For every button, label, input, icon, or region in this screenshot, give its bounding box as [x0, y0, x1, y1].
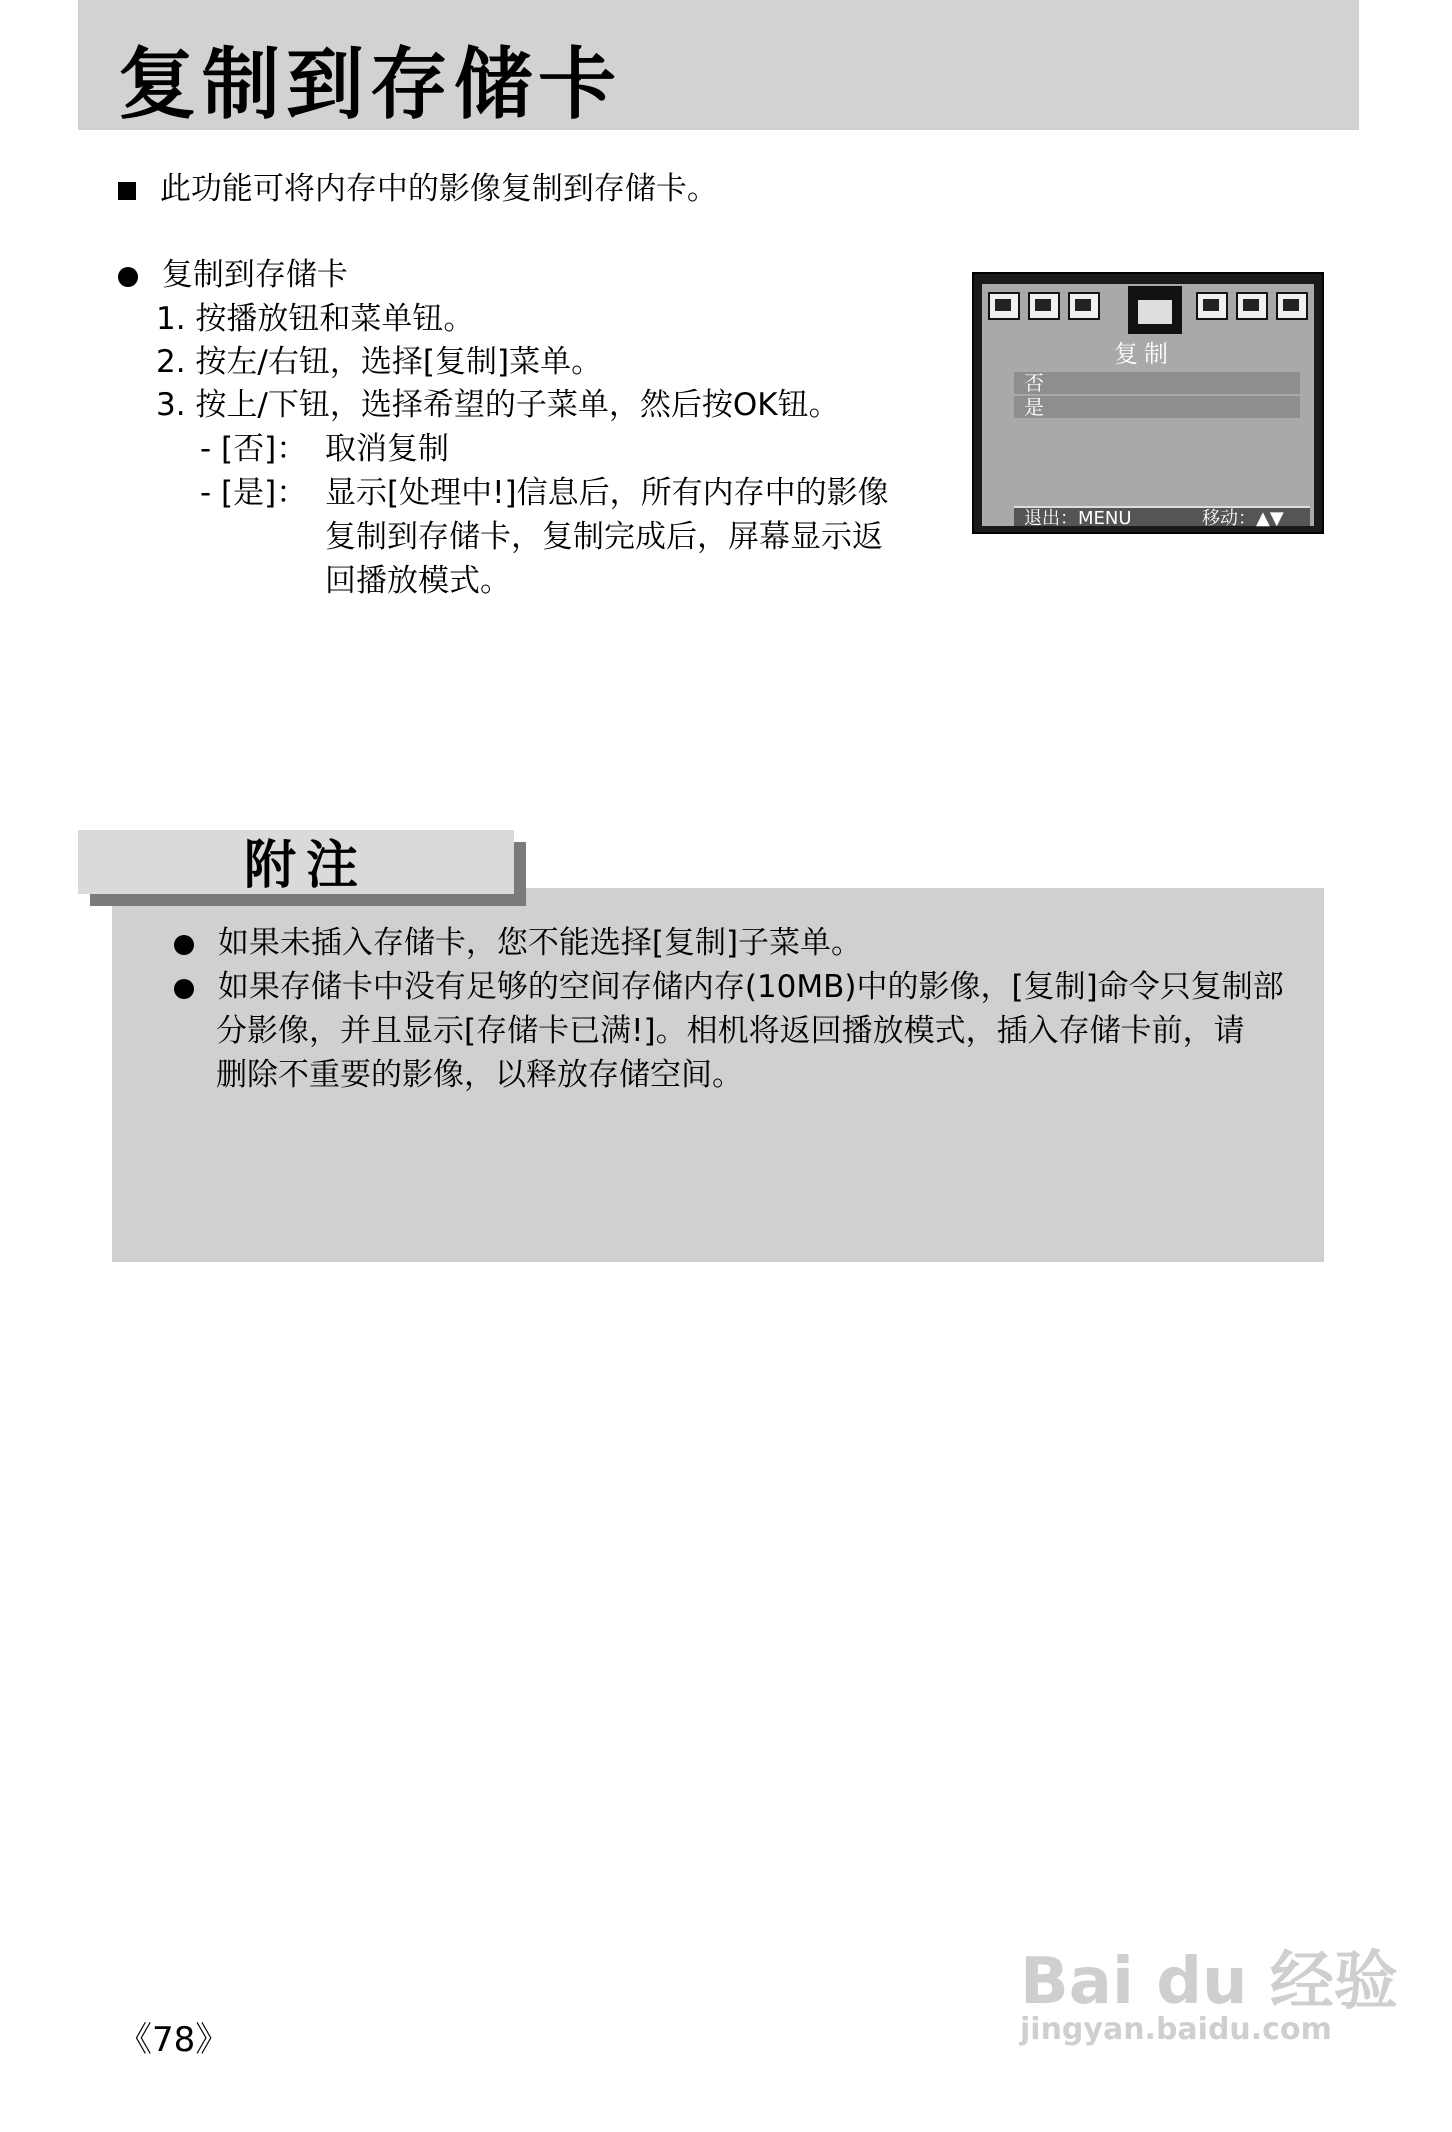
- lcd-move-label: 移动：▲▼: [1202, 508, 1284, 529]
- intro-line: [118, 168, 718, 210]
- circle-bullet-icon: [174, 979, 194, 999]
- note-text: 分影像，并且显示[存储卡已满!]。相机将返回播放模式，插入存储卡前，请: [216, 1013, 1245, 1049]
- menu-tab-icon: [1236, 292, 1268, 320]
- note-title: 附注: [244, 836, 369, 896]
- page-number: 《78》: [118, 2020, 230, 2060]
- watermark: [1010, 1900, 1410, 2060]
- lcd-option-yes: 是: [1014, 396, 1300, 418]
- lcd-menu-title: 复制: [1114, 340, 1174, 368]
- menu-tab-icon: [1028, 292, 1060, 320]
- sub-item-label: - [否]：: [200, 431, 308, 467]
- page-title: 复制到存储卡: [118, 40, 623, 130]
- sub-item-text-line: 显示[处理中!]信息后，所有内存中的影像: [325, 475, 889, 511]
- copy-tab-icon: [1128, 286, 1182, 334]
- sub-item-label: - [是]：: [200, 475, 308, 511]
- lcd-exit-label: 退出：MENU: [1024, 508, 1132, 529]
- square-bullet-icon: [118, 182, 136, 200]
- note-bullet-line: [174, 966, 1284, 1008]
- lcd-menu-panel: [982, 284, 1314, 529]
- menu-tab-icon: [1276, 292, 1308, 320]
- menu-tab-icon: [1068, 292, 1100, 320]
- sub-item-text-line: 复制到存储卡，复制完成后，屏幕显示返: [325, 519, 883, 555]
- sub-item-text-line: 回播放模式。: [325, 563, 511, 599]
- lcd-option-no: 否: [1014, 372, 1300, 394]
- circle-bullet-icon: [118, 267, 138, 287]
- watermark-url: jingyan.baidu.com: [1020, 2012, 1332, 2047]
- step-item: 3. 按上/下钮，选择希望的子菜单，然后按OK钮。: [156, 387, 840, 423]
- menu-tab-icon: [1196, 292, 1228, 320]
- step-item: 1. 按播放钮和菜单钮。: [156, 301, 475, 337]
- menu-tab-icon: [988, 292, 1020, 320]
- step-item: 2. 按左/右钮，选择[复制]菜单。: [156, 344, 603, 380]
- camera-lcd-screen: [972, 272, 1324, 534]
- note-bullet-line: [174, 922, 862, 964]
- intro-text: 此功能可将内存中的影像复制到存储卡。: [159, 171, 718, 207]
- note-text: 删除不重要的影像，以释放存储空间。: [216, 1057, 743, 1093]
- note-text: 如果存储卡中没有足够的空间存储内存(10MB)中的影像，[复制]命令只复制部: [217, 969, 1284, 1005]
- sub-item-text: 取消复制: [325, 431, 449, 467]
- note-text: 如果未插入存储卡，您不能选择[复制]子菜单。: [217, 925, 863, 961]
- circle-bullet-icon: [174, 935, 194, 955]
- watermark-logo: Bai du 经验: [1020, 1945, 1398, 2019]
- section-heading-line: [118, 254, 348, 296]
- lcd-footer: [1014, 506, 1310, 529]
- section-heading: 复制到存储卡: [161, 257, 348, 293]
